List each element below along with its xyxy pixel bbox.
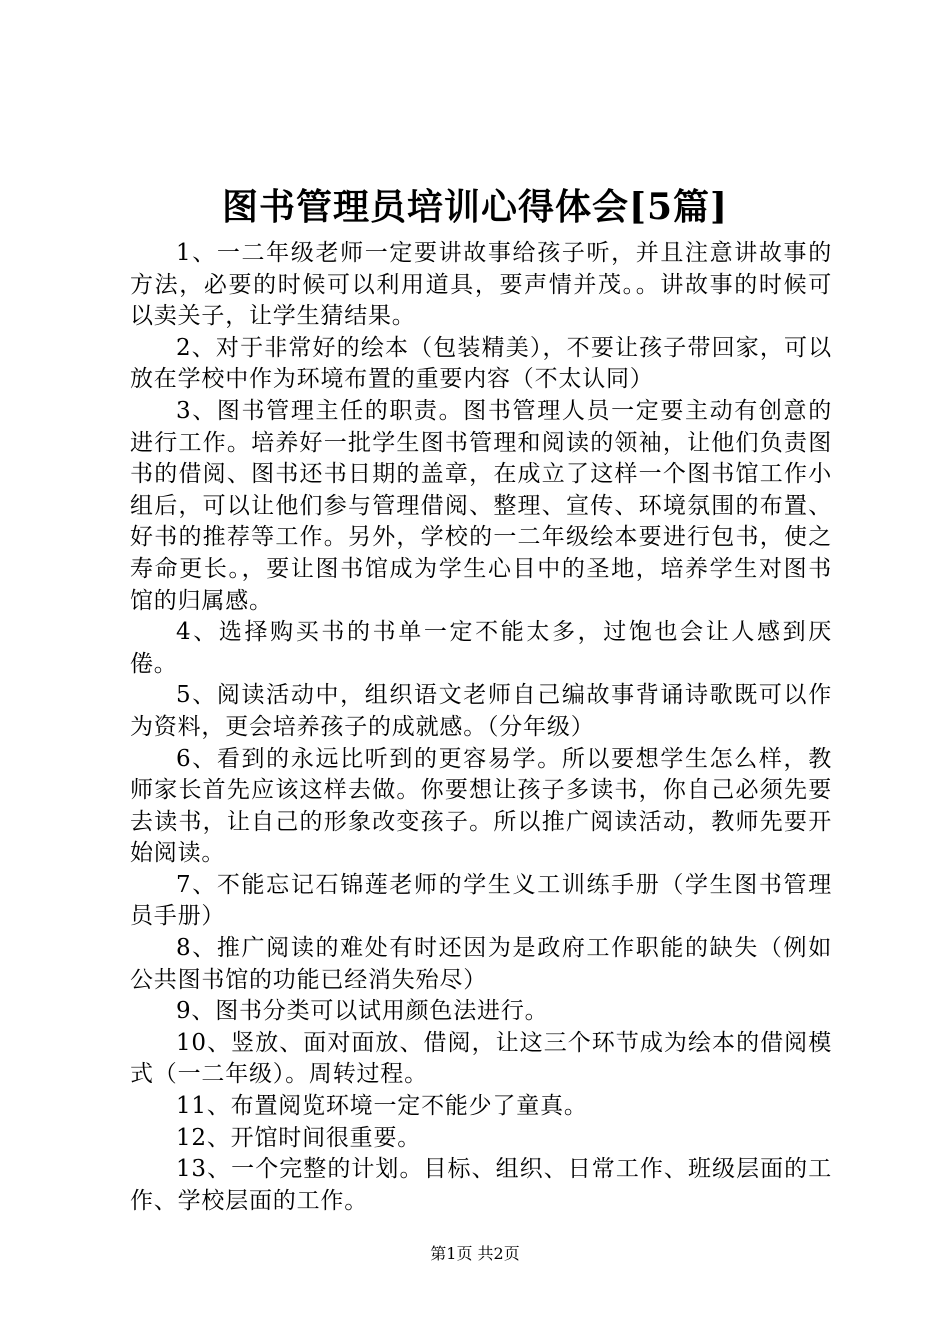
page-number-footer: 第1页 共2页	[430, 1244, 520, 1263]
paragraph-8: 8、推广阅读的难处有时还因为是政府工作职能的缺失（例如公共图书馆的功能已经消失殆尽）	[130, 935, 832, 993]
paragraph-6: 6、看到的永远比听到的更容易学。所以要想学生怎么样，教师家长首先应该这样去做。你要想让孩子多读书，你自己必须先要去读书，让自己的形象改变孩子。所以推广阅读活动，教师先要开始阅读。	[130, 745, 832, 867]
paragraph-11: 11、布置阅览环境一定不能少了童真。	[176, 1093, 588, 1120]
paragraph-1: 1、一二年级老师一定要讲故事给孩子听，并且注意讲故事的方法，必要的时候可以利用道具，要声情并茂。。讲故事的时候可以卖关子，让学生猜结果。	[130, 240, 832, 330]
paragraph-9: 9、图书分类可以试用颜色法进行。	[176, 998, 549, 1025]
paragraph-12: 12、开馆时间很重要。	[176, 1124, 422, 1151]
paragraph-2: 2、对于非常好的绘本（包装精美），不要让孩子带回家，可以放在学校中作为环境布置的重要内容（不太认同）	[130, 334, 832, 393]
paragraph-3: 3、图书管理主任的职责。图书管理人员一定要主动有创意的进行工作。培养好一批学生图书管理和阅读的领袖，让他们负责图书的借阅、图书还书日期的盖章，在成立了这样一个图书馆工作小组后，可以让他们参与管理借阅、整理、宣传、环境氛围的布置、好书的推荐等工作。另外，学校的一二年级绘本要进行包书，使之寿命更长。，要让图书馆成为学生心目中的圣地，培养学生对图书馆的归属感。	[130, 397, 832, 614]
paragraph-7: 7、不能忘记石锦莲老师的学生义工训练手册（学生图书管理员手册）	[130, 871, 832, 930]
paragraph-10: 10、竖放、面对面放、借阅，让这三个环节成为绘本的借阅模式（一二年级）。周转过程。	[130, 1029, 832, 1088]
document-body	[130, 238, 832, 1217]
paragraph-13: 13、一个完整的计划。目标、组织、日常工作、班级层面的工作、学校层面的工作。	[130, 1156, 832, 1214]
paragraph-5: 5、阅读活动中，组织语文老师自己编故事背诵诗歌既可以作为资料，更会培养孩子的成就感。（分年级）	[130, 682, 832, 740]
document-title: 图书管理员培训心得体会[5篇]	[221, 186, 729, 228]
paragraph-4: 4、选择购买书的书单一定不能太多，过饱也会让人感到厌倦。	[130, 619, 832, 677]
